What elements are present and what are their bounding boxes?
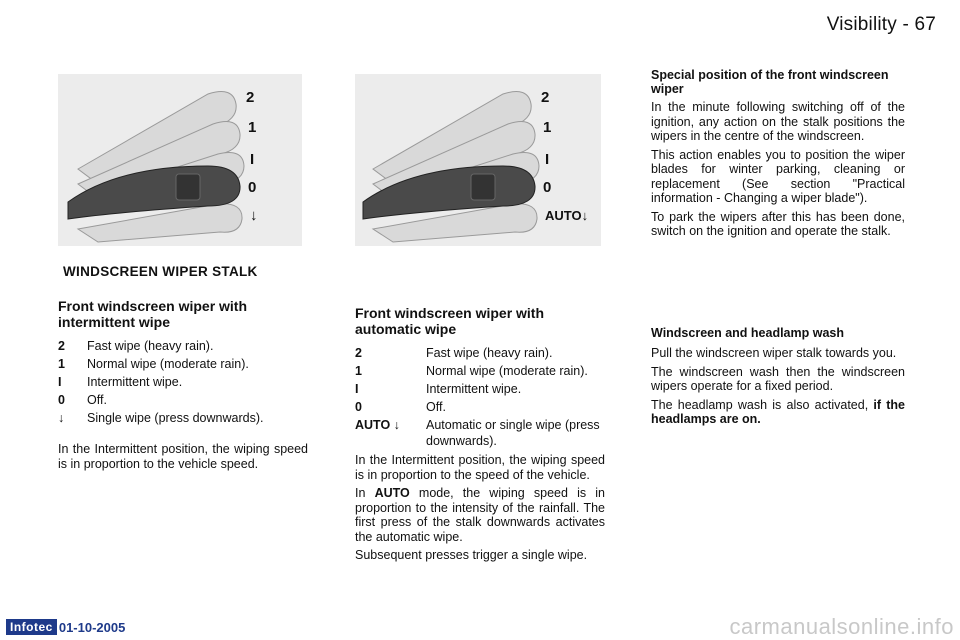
page-header: Visibility - 67 [826,14,936,35]
intermittent-list [58,338,308,426]
stalk-auto-label-1: 1 [543,119,552,136]
list-item: 2 Fast wipe (heavy rain). [355,346,553,360]
stalk-labels [246,89,258,224]
col-intermittent [58,298,308,475]
special-para-2: This action enables you to position the wiper blades for winter parking, cleaning or replacement (See section "Practical information - Changing a wiper blade"). [651,147,905,205]
stalk-label-1: 1 [248,119,257,136]
list-item: 2 Fast wipe (heavy rain). [58,339,214,353]
wash-para-3: The headlamp wash is also activated, if the headlamps are on. [651,397,905,426]
stalk-auto-labels [541,89,588,223]
col-special [651,68,905,243]
wash-para-1: Pull the windscreen wiper stalk towards you. [651,346,897,360]
heading-wash: Windscreen and headlamp wash [651,326,844,340]
automatic-list [355,345,605,449]
automatic-para-2: In AUTO mode, the wiping speed is in proportion to the intensity of the rainfall. The first press of the stalk downwards activates the automatic wipe. [355,486,605,544]
intermittent-note: In the Intermittent position, the wiping speed is in proportion to the vehicle speed. [58,442,308,471]
col-automatic [355,305,605,567]
wiper-stalk-figure [58,74,302,246]
special-para-3: To park the wipers after this has been done, switch on the ignition and operate the stalk. [651,209,905,238]
wash-para-2: The windscreen wash then the windscreen wipers operate for a fixed period. [651,364,905,393]
list-item: AUTO ↓ Automatic or single wipe (press downwards). [355,418,600,448]
stalk-auto-label-i: I [545,151,550,168]
list-item: 0 Off. [355,400,446,414]
footer-date [6,619,125,635]
stalk-auto-label-0: 0 [543,179,552,196]
figure-caption: WINDSCREEN WIPER STALK [63,264,258,279]
list-item: I Intermittent wipe. [58,375,183,389]
stalk-auto-label-2: 2 [541,89,550,106]
list-item: ↓ Single wipe (press downwards). [58,411,264,425]
heading-intermittent: Front windscreen wiper with intermittent wipe [58,298,248,330]
heading-automatic: Front windscreen wiper with automatic wipe [355,305,545,337]
watermark: carmanualsonline.info [729,614,954,639]
automatic-para-3: Subsequent presses trigger a single wipe. [355,548,588,562]
stalk-auto-label-auto: AUTO↓ [545,208,589,223]
special-para-1: In the minute following switching off of the ignition, any action on the stalk positions the wipers in the centre of the windscreen. [651,100,905,143]
list-item: 1 Normal wipe (moderate rain). [58,357,249,371]
stalk-label-2: 2 [246,89,255,106]
stalk-label-down: ↓ [250,207,258,224]
list-item: 0 Off. [58,393,107,407]
heading-special-position: Special position of the front windscreen wiper [651,68,889,96]
automatic-para-1: In the Intermittent position, the wiping speed is in proportion to the speed of the vehicle. [355,453,605,482]
list-item: I Intermittent wipe. [355,382,522,396]
wiper-stalk-auto-figure [355,74,601,246]
infotec-logo: Infotec [6,619,57,635]
print-date: 01-10-2005 [58,619,126,635]
list-item: 1 Normal wipe (moderate rain). [355,364,588,378]
stalk-label-0: 0 [248,179,257,196]
stalk-label-i: I [250,151,255,168]
col-wash [651,326,905,431]
